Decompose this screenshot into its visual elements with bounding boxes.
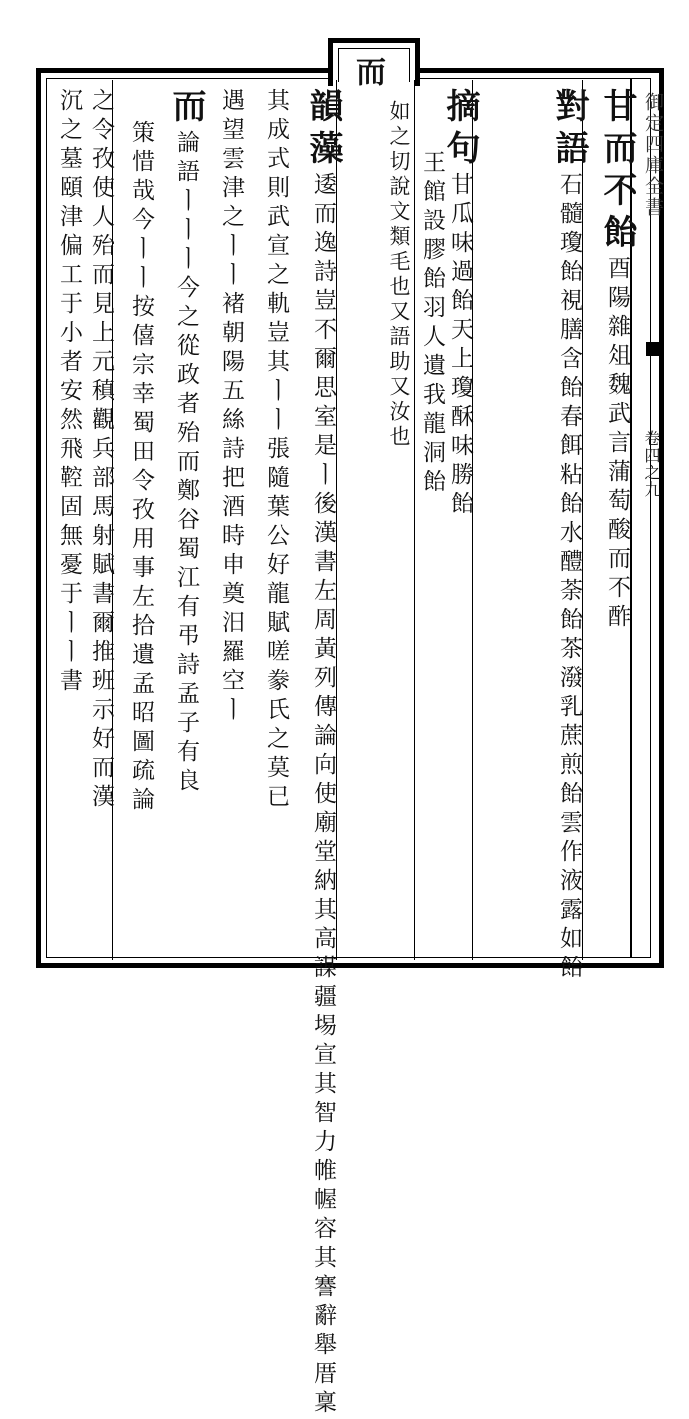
column-rule <box>336 80 337 960</box>
entry-text: 遇望雲津之ㅣㅣ褚朝陽五絲詩把酒時申奠汨羅空ㅣ <box>218 88 244 726</box>
entry-heading: 對語 <box>549 88 589 172</box>
text-column <box>510 88 589 984</box>
column-rule <box>414 80 415 960</box>
entry-text: 其成式則武宣之軌豈其ㅣㅣ張隨葉公好龍賦嗟豢氏之莫已 <box>263 88 289 813</box>
text-column <box>340 100 412 970</box>
text-column <box>200 88 244 958</box>
heading-character: 而 <box>350 56 385 86</box>
text-column <box>155 88 206 958</box>
text-column <box>82 88 114 958</box>
running-title: 御定四庫全書 <box>642 92 664 218</box>
entry-heading: 甘而不飴 <box>597 88 637 256</box>
text-column <box>245 88 289 958</box>
entry-heading: 摘句 <box>440 88 480 172</box>
entry-text: 酉陽雜俎魏武言蒲萄酸而不酢 <box>604 256 630 633</box>
volume-label: 卷四之九 <box>642 430 661 498</box>
fish-tail-mark <box>646 342 664 356</box>
entry-text: 論語ㅣㅣㅣ今之從政者殆而鄭谷蜀江有弔詩孟子有良 <box>173 130 199 797</box>
entry-text: 策惜哉今ㅣㅣ按僖宗幸蜀田令孜用事左拾遺孟昭圖疏論 <box>128 120 154 816</box>
text-column <box>296 88 343 1419</box>
text-column <box>118 120 154 990</box>
entry-text: 石髓瓊飴視膳含飴春餌粘飴水醴荼飴茶潑乳蔗煎飴雲作液露如飴 <box>556 172 582 984</box>
text-column <box>417 150 445 1020</box>
entry-text: 王館設膠飴羽人遺我龍洞飴 <box>419 150 445 498</box>
entry-heading: 而 <box>166 88 206 130</box>
text-column <box>440 88 480 958</box>
entry-heading: 韻藻 <box>303 88 343 172</box>
entry-text: 逶而逸詩豈不爾思室是ㅣ後漢書左周黃列傳論向使廟堂納其高謀疆埸宣其智力帷幄容其謇辭舉厝稟 <box>310 172 336 1419</box>
entry-text: 沉之墓頤津偏工于小者安然飛鞚固無憂于ㅣㅣ書 <box>56 88 82 697</box>
text-column <box>586 88 637 958</box>
entry-text: 甘瓜味過飴天上瓊酥味勝飴 <box>447 172 473 520</box>
entry-text: 如之切說文類毛也又語助又汝也 <box>387 100 411 450</box>
entry-text: 之令孜使人殆而見上元稹觀兵部馬射賦書爾推班示好而漢 <box>88 88 114 813</box>
text-column <box>52 88 82 958</box>
column-rule <box>582 80 583 960</box>
